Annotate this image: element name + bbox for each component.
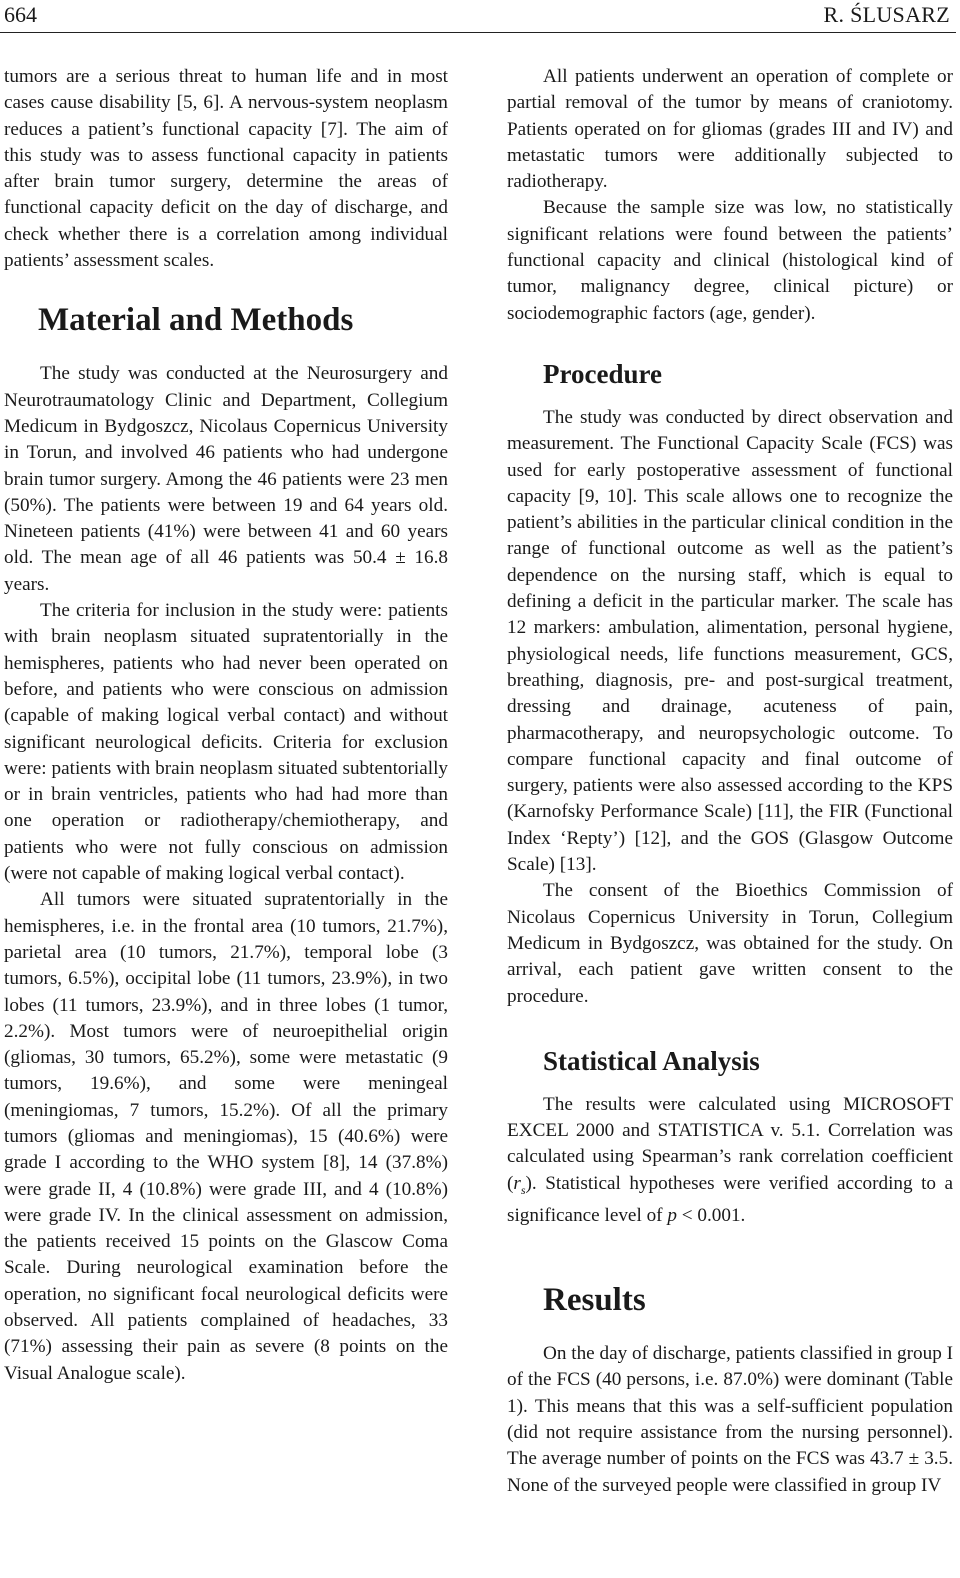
statistics-paragraph <box>507 1092 953 1229</box>
procedure-paragraph-2: The consent of the Bioethics Commission of Nicolaus Copernicus University in Torun, Collegium Medicum in Bydgoszcz, was obtained for the study. On arrival, each patient gave written consent to the procedure. <box>507 880 953 1007</box>
page-number: 664 <box>4 2 37 27</box>
symbol-s: s <box>520 1182 526 1197</box>
surgery-paragraph: All patients underwent an operation of complete or partial removal of the tumor by means of craniotomy. Patients operated on for gliomas (grades III and IV) and metastatic tumors were additionally subjected to radiotherapy. <box>507 66 953 193</box>
running-head: R. ŚLUSARZ <box>823 2 950 27</box>
left-column <box>4 64 448 1387</box>
methods-paragraph-2: The criteria for inclusion in the study were: patients with brain neoplasm situated supratentorially in the hemispheres, patients who had never been operated on before, and patients who were conscious on admission (capable of making logical verbal contact) and without significant neurological deficits. Criteria for exclusion were: patients with brain neoplasm situated subtentorially or in brain ventricles, patients who had had more than one operation or radiotherapy/chemiotherapy, and patients who were not fully conscious on admission (were not capable of making logical verbal contact). <box>4 600 448 885</box>
statistical-analysis-heading: Statistical Analysis <box>543 1045 760 1076</box>
statistics-text-3: < 0.001. <box>676 1204 746 1226</box>
methods-paragraph-1: The study was conducted at the Neurosurgery and Neurotraumatology Clinic and Department, Collegium Medicum in Bydgoszcz, Nicolaus Copernicus University in Torun, and involved 46 patients who had undergone brain tumor surgery. Among the 46 patients were 23 men (50%). The patients were between 19 and 64 years old. Nineteen patients (41%) were between 41 and 60 years old. The mean age of all 46 patients was 50.4 ± 16.8 years. <box>4 363 448 595</box>
procedure-heading: Procedure <box>543 358 662 389</box>
methods-heading: Material and Methods <box>38 302 354 339</box>
results-paragraph-1: On the day of discharge, patients classified in group I of the FCS (40 persons, i.e. 87.0%) were dominant (Table 1). This means that this was a self-sufficient population (did not require assistance from the nursing personnel). The average number of points on the FCS was 43.7 ± 3.5. None of the surveyed people were classified in group IV <box>507 1343 953 1496</box>
results-heading: Results <box>543 1282 646 1319</box>
statistics-text-1: The results were calculated using MICROSOFT EXCEL 2000 and STATISTICA v. 5.1. Correlation was calculated using Spearman’s rank correlation coefficient ( <box>507 1093 953 1194</box>
procedure-paragraph-1: The study was conducted by direct observation and measurement. The Functional Capacity Scale (FCS) was used for early postoperative assessment of functional capacity [9, 10]. This scale allows one to recognize the patient’s abilities in the particular clinical condition in the range of functional outcome as well as the patient’s dependence on the nursing staff, which is equal to defining a deficit in the particular marker. The scale has 12 markers: ambulation, alimentation, personal hygiene, physiological needs, life functions measurement, GCS, breathing, diagnosis, pre- and post-surgical treatment, dressing and drainage, acuteness of pain, pharmacotherapy, and neuropsychologic outcome. To compare functional capacity and final outcome of surgery, patients were also assessed according to the KPS (Karnofsky Performance Scale) [11], the FIR (Functional Index ‘Repty’) [12], and the GOS (Glasgow Outcome Scale) [13]. <box>507 406 953 876</box>
symbol-r: r <box>513 1172 521 1194</box>
intro-paragraph: tumors are a serious threat to human life and in most cases cause disability [5, 6]. A nervous-system neoplasm reduces a patient’s functional capacity [7]. The aim of this study was to assess functional capacity in patients after brain tumor surgery, determine the areas of functional capacity deficit on the day of discharge, and check whether there is a correlation among individual patients’ assessment scales. <box>4 66 448 272</box>
statistics-text-2: ). Statistical hypotheses were verified according to a significance level of <box>507 1172 953 1226</box>
page-header <box>0 0 956 33</box>
sample-size-paragraph: Because the sample size was low, no statistically significant relations were found between the patients’ functional capacity and clinical (histological kind of tumor, malignancy degree, clinical picture) or sociodemographic factors (age, gender). <box>507 197 953 324</box>
right-column <box>507 64 953 1499</box>
symbol-p: p <box>667 1204 677 1226</box>
methods-paragraph-3: All tumors were situated supratentorially in the hemispheres, i.e. in the frontal area (10 tumors, 21.7%), parietal area (10 tumors, 21.7%), temporal lobe (3 tumors, 6.5%), occipital lobe (11 tumors, 23.9%), in two lobes (11 tumors, 23.9%), and in three lobes (1 tumor, 2.2%). Most tumors were of neuroepithelial origin (gliomas, 30 tumors, 65.2%), some were metastatic (9 tumors, 19.6%), and some were meningeal (meningiomas, 7 tumors, 15.2%). Of all the primary tumors (gliomas and meningiomas), 15 (40.6%) were grade I according to the WHO system [8], 14 (37.8%) were grade II, 4 (10.8%) were grade III, and 4 (10.8%) were grade IV. In the clinical assessment on admission, the patients received 15 points on the Glascow Coma Scale. During neurological examination before the operation, no significant focal neurological deficits were observed. All patients complained of headaches, 33 (71%) assessing their pain as severe (8 points on the Visual Analogue scale). <box>4 889 448 1384</box>
